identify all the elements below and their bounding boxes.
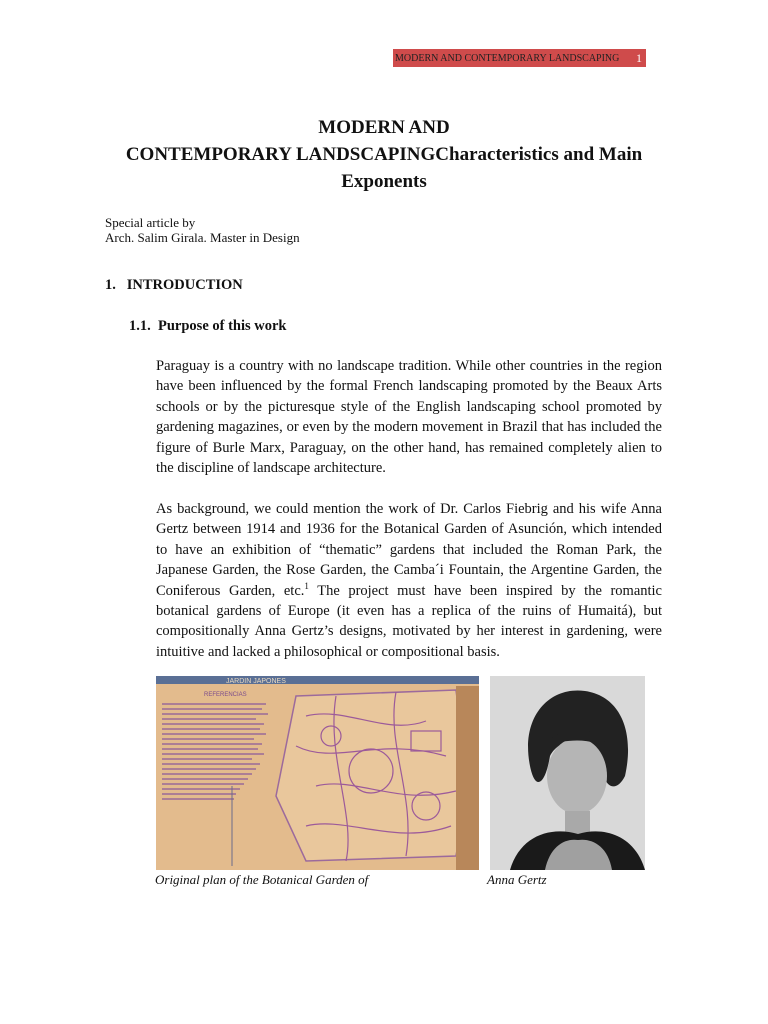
byline-intro: Special article by	[105, 215, 196, 230]
page-number: 1	[636, 50, 642, 65]
footnote-ref: 1	[304, 580, 309, 591]
paragraph-2-part-2: The project must have been inspired by the romantic botanical gardens of Europe (it even has a replica of the ruins of Humaitá), but compositionally Anna Gertz’s designs, motivated by her interest in gardening, were intuitive and lacked a philosophical or compositional basis.	[156, 582, 662, 660]
title-line-3: Exponents	[341, 171, 427, 192]
anna-gertz-portrait-image	[490, 676, 645, 870]
byline-author: Arch. Salim Girala. Master in Design	[105, 230, 300, 245]
running-header-title: MODERN AND CONTEMPORARY LANDSCAPING	[395, 52, 620, 64]
byline	[105, 215, 300, 245]
running-header	[393, 49, 646, 67]
paragraph-1: Paraguay is a country with no landscape tradition. While other countries in the region have been influenced by the formal French landscaping promoted by the Beaux Arts schools or by the picturesque style of the English landscaping school promoted by gardening magazines, or even by the modern movement in Brazil that has included the figure of Burle Marx, Paraguay, on the other hand, has remained completely alien to the discipline of landscape architecture.	[156, 358, 662, 477]
subsection-heading-purpose: 1.1. Purpose of this work	[129, 318, 287, 334]
caption-plan: Original plan of the Botanical Garden of	[155, 872, 369, 887]
section-heading-introduction: 1. INTRODUCTION	[105, 277, 243, 293]
title-line-1: MODERN AND	[318, 117, 450, 138]
plan-title-text: JARDIN JAPONES	[226, 678, 286, 685]
caption-portrait: Anna Gertz	[487, 872, 547, 887]
plan-subtitle-text: REFERENCIAS	[204, 692, 247, 698]
document-title	[80, 114, 688, 195]
paragraph-2	[156, 499, 662, 662]
title-line-2: CONTEMPORARY LANDSCAPINGCharacteristics and Main	[125, 144, 643, 165]
paragraph-2-part-1: As background, we could mention the work of Dr. Carlos Fiebrig and his wife Anna Gertz between 1914 and 1936 for the Botanical Garden of Asunción, which intended to have an exhibition of “thematic” gardens that included the Roman Park, the Japanese Garden, the Rose Garden, the Camba´i Fountain, the Argentine Garden, the Coniferous Garden, etc.	[156, 501, 662, 599]
botanical-garden-plan-image	[156, 676, 479, 870]
